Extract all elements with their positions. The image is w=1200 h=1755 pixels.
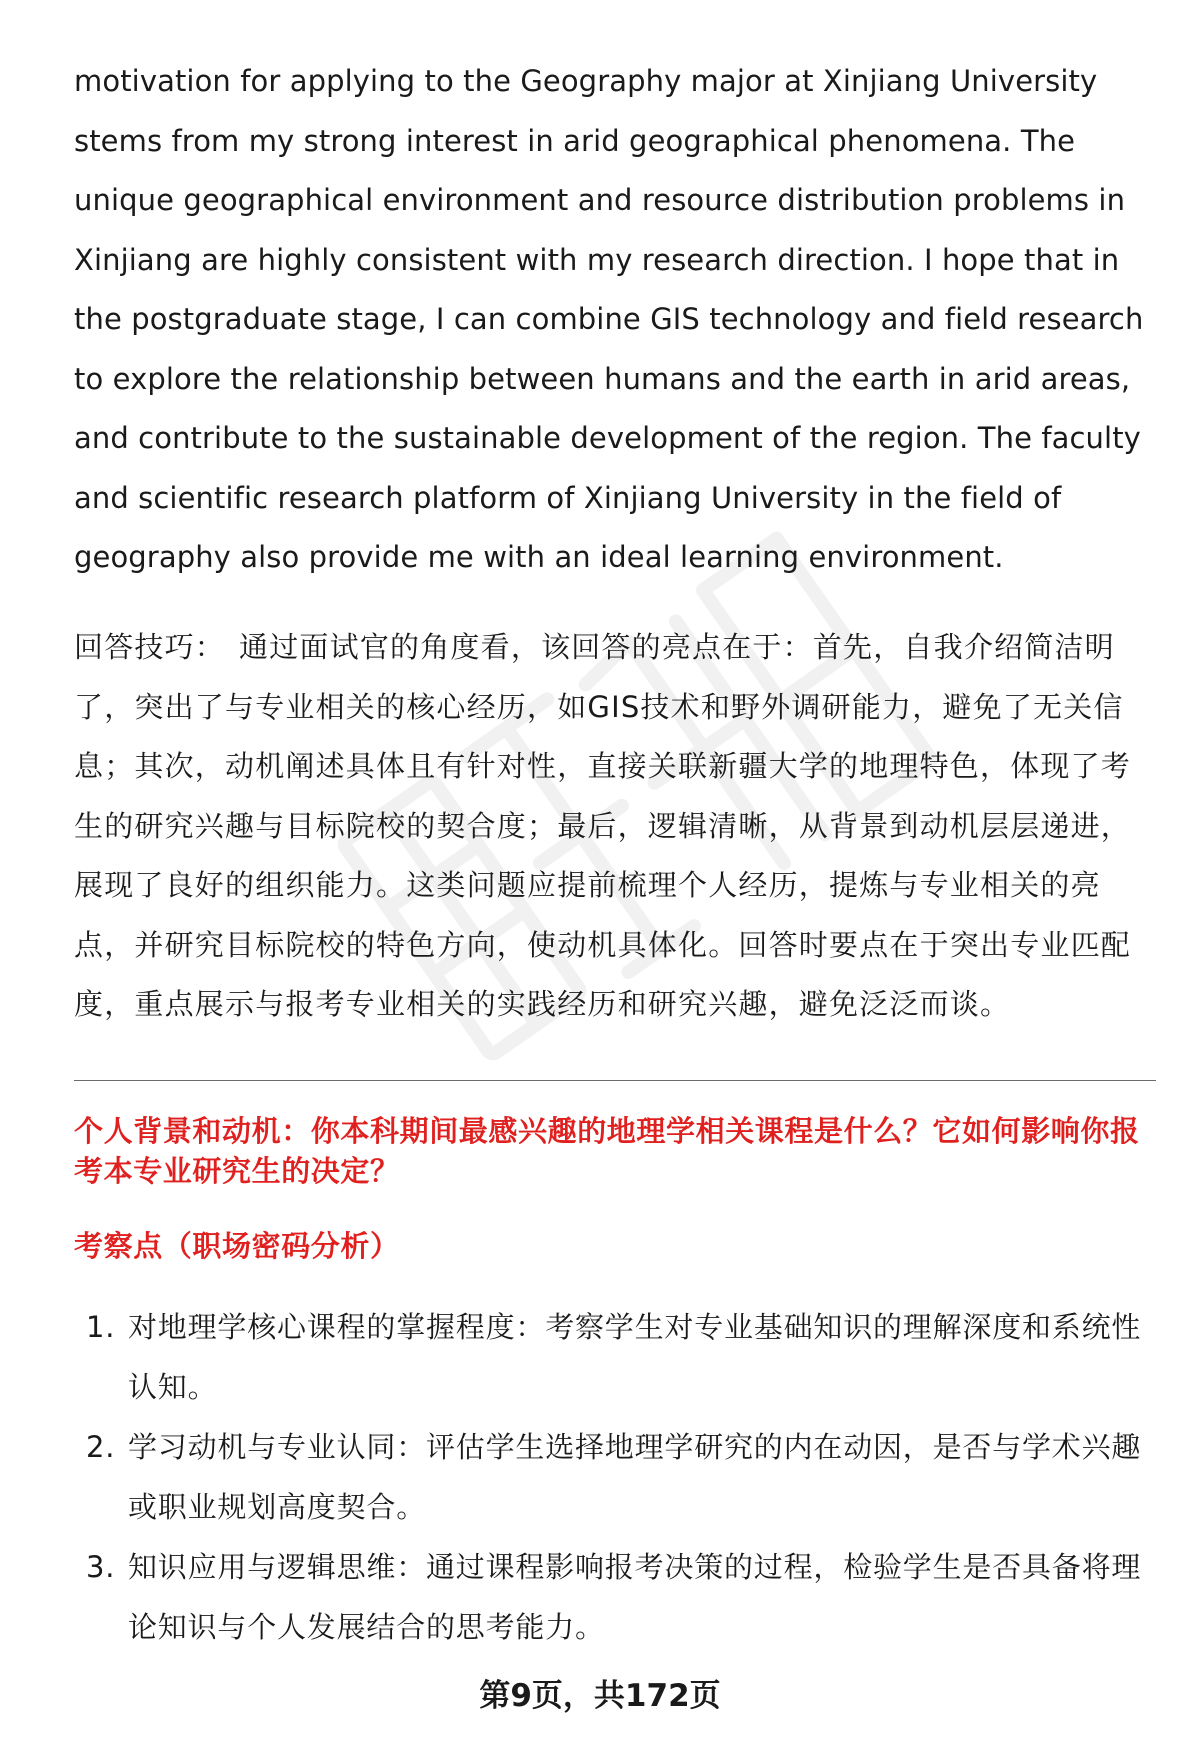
section-divider [74,1080,1156,1081]
list-item [74,1297,1160,1417]
answer-paragraph: motivation for applying to the Geography major at Xinjiang University stems from my strong interest in arid geographical phenomena. The unique geographical environment and resource distribution problems in Xinjiang are highly consistent with my research direction. I hope that in the postgraduate stage, I can combine GIS technology and field research to explore the relationship between humans and the earth in arid areas, and contribute to the sustainable development of the region. The faculty and scientific research platform of Xinjiang University in the field of geography also provide me with an ideal learning environment. [74,64,1144,574]
list-item-text: 对地理学核心课程的掌握程度：考察学生对专业基础知识的理解深度和系统性认知。 [128,1310,1142,1404]
interview-question: 个人背景和动机：你本科期间最感兴趣的地理学相关课程是什么？它如何影响你报考本专业研究生的决定？ [74,1114,1140,1188]
list-item-text: 知识应用与逻辑思维：通过课程影响报考决策的过程，检验学生是否具备将理论知识与个人发展结合的思考能力。 [128,1550,1142,1644]
list-item [74,1417,1160,1537]
list-item-number: 1. [86,1310,116,1344]
answer-tips-label: 回答技巧： [74,630,226,664]
list-item-text: 学习动机与专业认同：评估学生选择地理学研究的内在动因，是否与学术兴趣或职业规划高度契合。 [128,1430,1142,1524]
list-item-number: 2. [86,1430,116,1464]
answer-tips-text: 通过面试官的角度看，该回答的亮点在于：首先，自我介绍简洁明了，突出了与专业相关的核心经历，如GIS技术和野外调研能力，避免了无关信息；其次，动机阐述具体且有针对性，直接关联新疆大学的地理特色，体现了考生的研究兴趣与目标院校的契合度；最后，逻辑清晰，从背景到动机层层递进，展现了良好的组织能力。这类问题应提前梳理个人经历，提炼与专业相关的亮点，并研究目标院校的特色方向，使动机具体化。回答时要点在于突出专业匹配度，重点展示与报考专业相关的实践经历和研究兴趣，避免泛泛而谈。 [74,630,1132,1021]
assessment-points-heading: 考察点（职场密码分析） [74,1229,400,1263]
list-item-number: 3. [86,1550,116,1584]
page-number-footer: 第9页，共172页 [479,1678,721,1714]
answer-tips-paragraph [74,618,1154,1035]
assessment-points-list [74,1297,1160,1657]
list-item [74,1537,1160,1657]
